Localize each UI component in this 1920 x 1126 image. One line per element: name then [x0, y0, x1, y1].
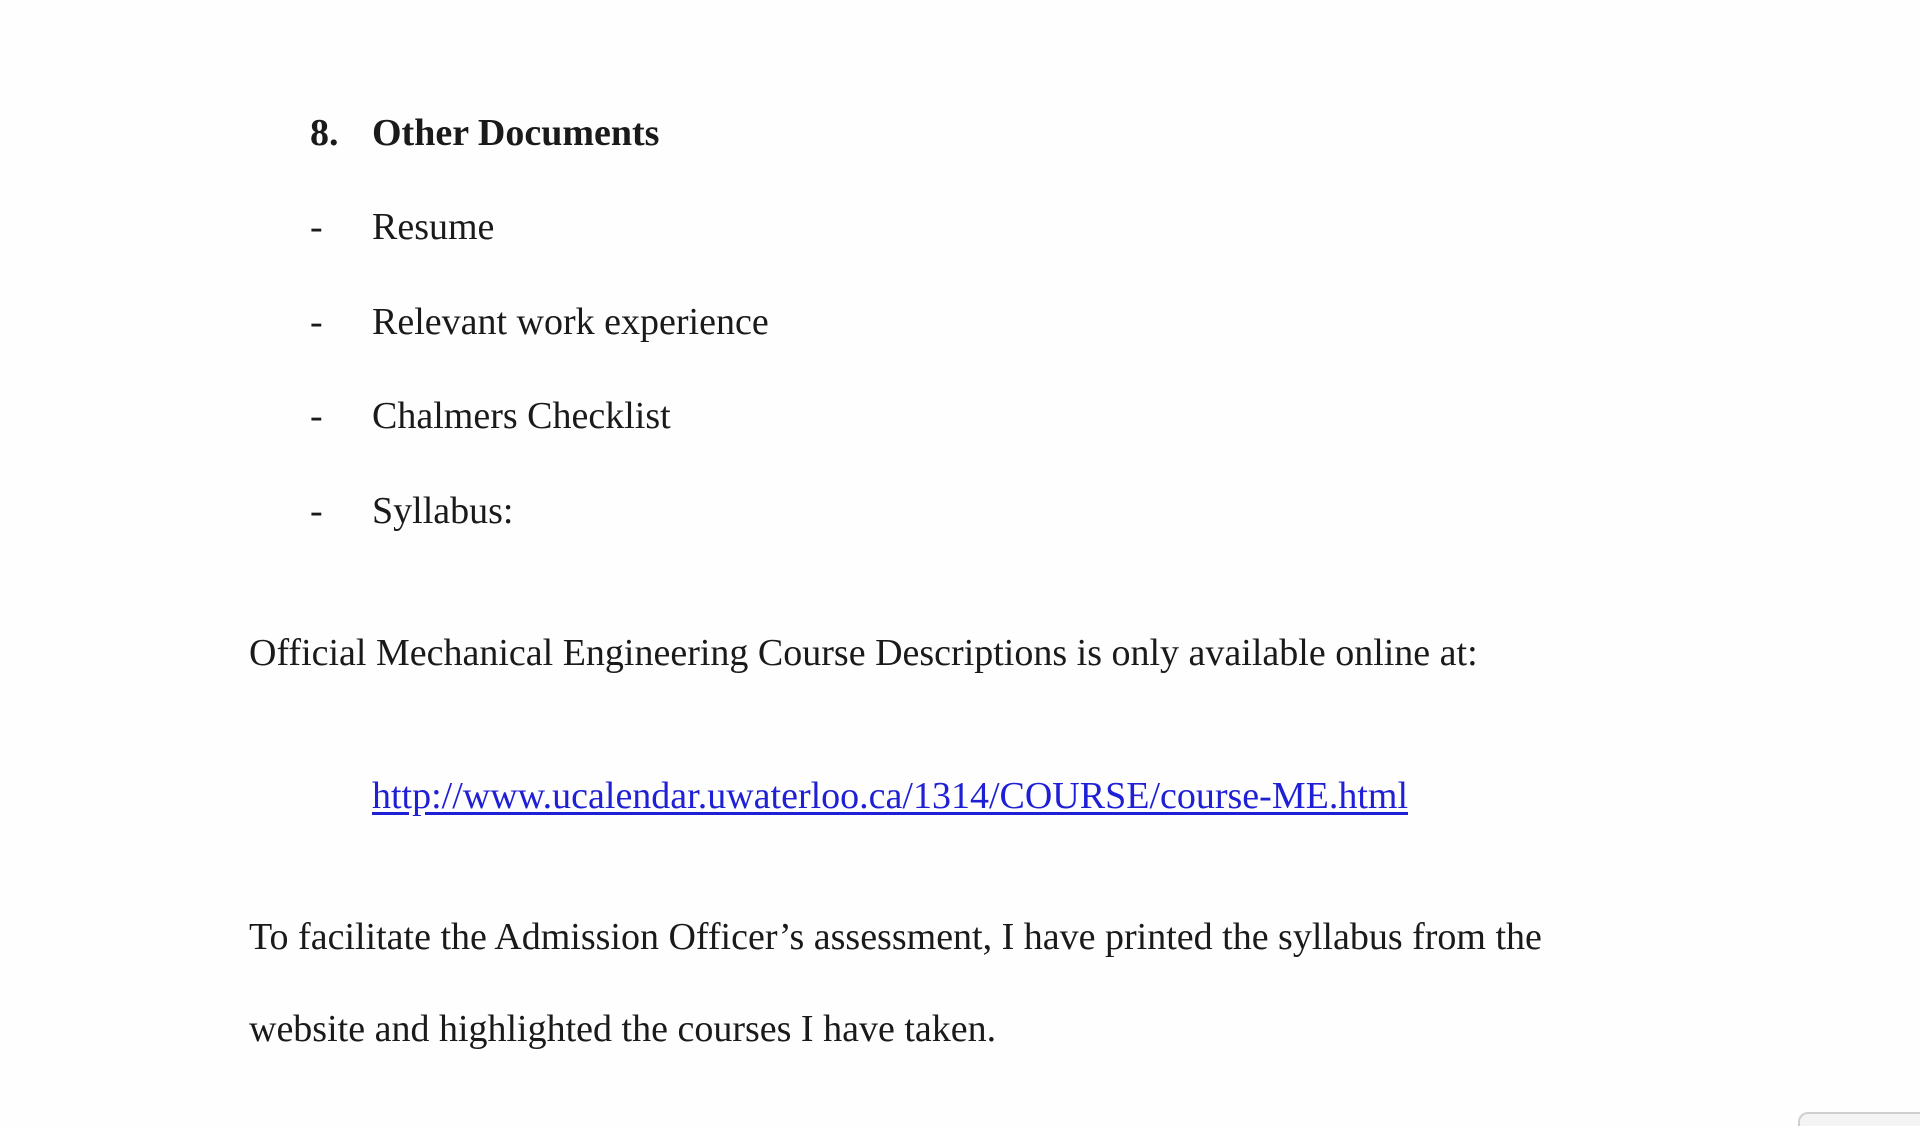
section-title: Other Documents [372, 112, 660, 154]
bullet-dash: - [310, 301, 323, 343]
bullet-dash: - [310, 490, 323, 532]
closing-paragraph-line-2: website and highlighted the courses I have taken. [249, 1008, 997, 1050]
bullet-item-chalmers-checklist: Chalmers Checklist [372, 395, 671, 437]
bullet-dash: - [310, 395, 323, 437]
section-number: 8. [310, 112, 339, 154]
bullet-item-work-experience: Relevant work experience [372, 301, 769, 343]
bullet-item-syllabus: Syllabus: [372, 490, 514, 532]
bullet-item-resume: Resume [372, 206, 495, 248]
course-descriptions-link[interactable]: http://www.ucalendar.uwaterloo.ca/1314/COURSE/course-ME.html [372, 775, 1409, 817]
page-corner-tab [1798, 1112, 1920, 1126]
bullet-dash: - [310, 206, 323, 248]
closing-paragraph-line-1: To facilitate the Admission Officer’s assessment, I have printed the syllabus from the [249, 916, 1542, 958]
intro-paragraph: Official Mechanical Engineering Course Descriptions is only available online at: [249, 632, 1478, 674]
section-heading [310, 110, 659, 156]
